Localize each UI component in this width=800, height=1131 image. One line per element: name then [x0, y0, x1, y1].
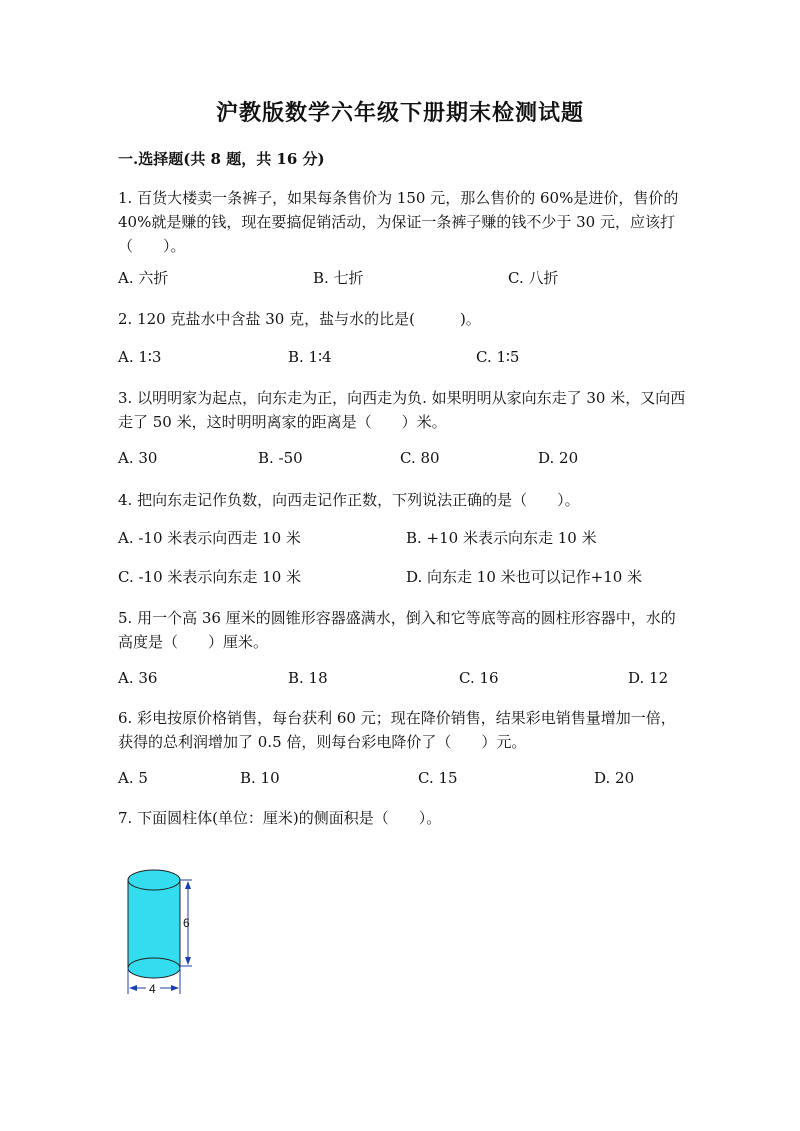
- section-heading: 一.选择题(共 8 题，共 16 分): [118, 150, 325, 168]
- q6-option-a[interactable]: A. 5: [118, 769, 148, 787]
- q6-option-c[interactable]: C. 15: [418, 769, 458, 787]
- question-4: 4. 把向东走记作负数，向西走记作正数，下列说法正确的是（ ）。: [118, 491, 580, 509]
- height-arrow-up-icon: [185, 881, 191, 889]
- diameter-label: 4: [149, 982, 156, 996]
- question-2: 2. 120 克盐水中含盐 30 克，盐与水的比是( )。: [118, 310, 481, 328]
- q1-option-b[interactable]: B. 七折: [313, 269, 364, 287]
- q6-option-b[interactable]: B. 10: [240, 769, 280, 787]
- q4-option-d[interactable]: D. 向东走 10 米也可以记作+10 米: [406, 568, 643, 586]
- diameter-arrow-right-icon: [171, 985, 179, 991]
- height-arrow-down-icon: [185, 957, 191, 965]
- question-3: 3. 以明明家为起点，向东走为正，向西走为负. 如果明明从家向东走了 30 米，又向西走了 50 米，这时明明离家的距离是（ ）米。: [118, 389, 686, 431]
- q6-option-d[interactable]: D. 20: [594, 769, 635, 787]
- q3-option-b[interactable]: B. -50: [258, 449, 303, 467]
- cylinder-body: [128, 880, 180, 968]
- cylinder-figure: [116, 862, 216, 1000]
- question-7: 7. 下面圆柱体(单位：厘米)的侧面积是（ ）。: [118, 809, 442, 827]
- diameter-arrow-left-icon: [129, 985, 137, 991]
- q3-option-a[interactable]: A. 30: [118, 449, 158, 467]
- q3-option-d[interactable]: D. 20: [538, 449, 579, 467]
- q3-option-c[interactable]: C. 80: [400, 449, 440, 467]
- q5-option-b[interactable]: B. 18: [288, 669, 328, 687]
- q1-option-c[interactable]: C. 八折: [508, 269, 559, 287]
- q2-option-a[interactable]: A. 1∶3: [118, 348, 162, 366]
- height-label: 6: [183, 916, 190, 930]
- question-6: 6. 彩电按原价格销售，每台获利 60 元；现在降价销售，结果彩电销售量增加一倍，获得的总利润增加了 0.5 倍，则每台彩电降价了（ ）元。: [118, 709, 676, 751]
- page-title: 沪教版数学六年级下册期末检测试题: [215, 100, 584, 126]
- q4-option-a[interactable]: A. -10 米表示向西走 10 米: [118, 529, 301, 547]
- q2-option-b[interactable]: B. 1∶4: [288, 348, 332, 366]
- q4-option-c[interactable]: C. -10 米表示向东走 10 米: [118, 568, 302, 586]
- q4-option-b[interactable]: B. +10 米表示向东走 10 米: [406, 529, 597, 547]
- cylinder-bottom-ellipse: [128, 958, 180, 978]
- q2-option-c[interactable]: C. 1∶5: [476, 348, 520, 366]
- q5-option-c[interactable]: C. 16: [459, 669, 499, 687]
- question-1: 1. 百货大楼卖一条裤子，如果每条售价为 150 元，那么售价的 60%是进价，售价的 40%就是赚的钱，现在要搞促销活动，为保证一条裤子赚的钱不少于 30 元，应该打（ ）。: [118, 189, 679, 255]
- q5-option-d[interactable]: D. 12: [628, 669, 669, 687]
- question-5: 5. 用一个高 36 厘米的圆锥形容器盛满水，倒入和它等底等高的圆柱形容器中，水的高度是（ ）厘米。: [118, 609, 676, 651]
- cylinder-top-ellipse: [128, 870, 180, 890]
- q1-option-a[interactable]: A. 六折: [118, 269, 169, 287]
- q5-option-a[interactable]: A. 36: [118, 669, 158, 687]
